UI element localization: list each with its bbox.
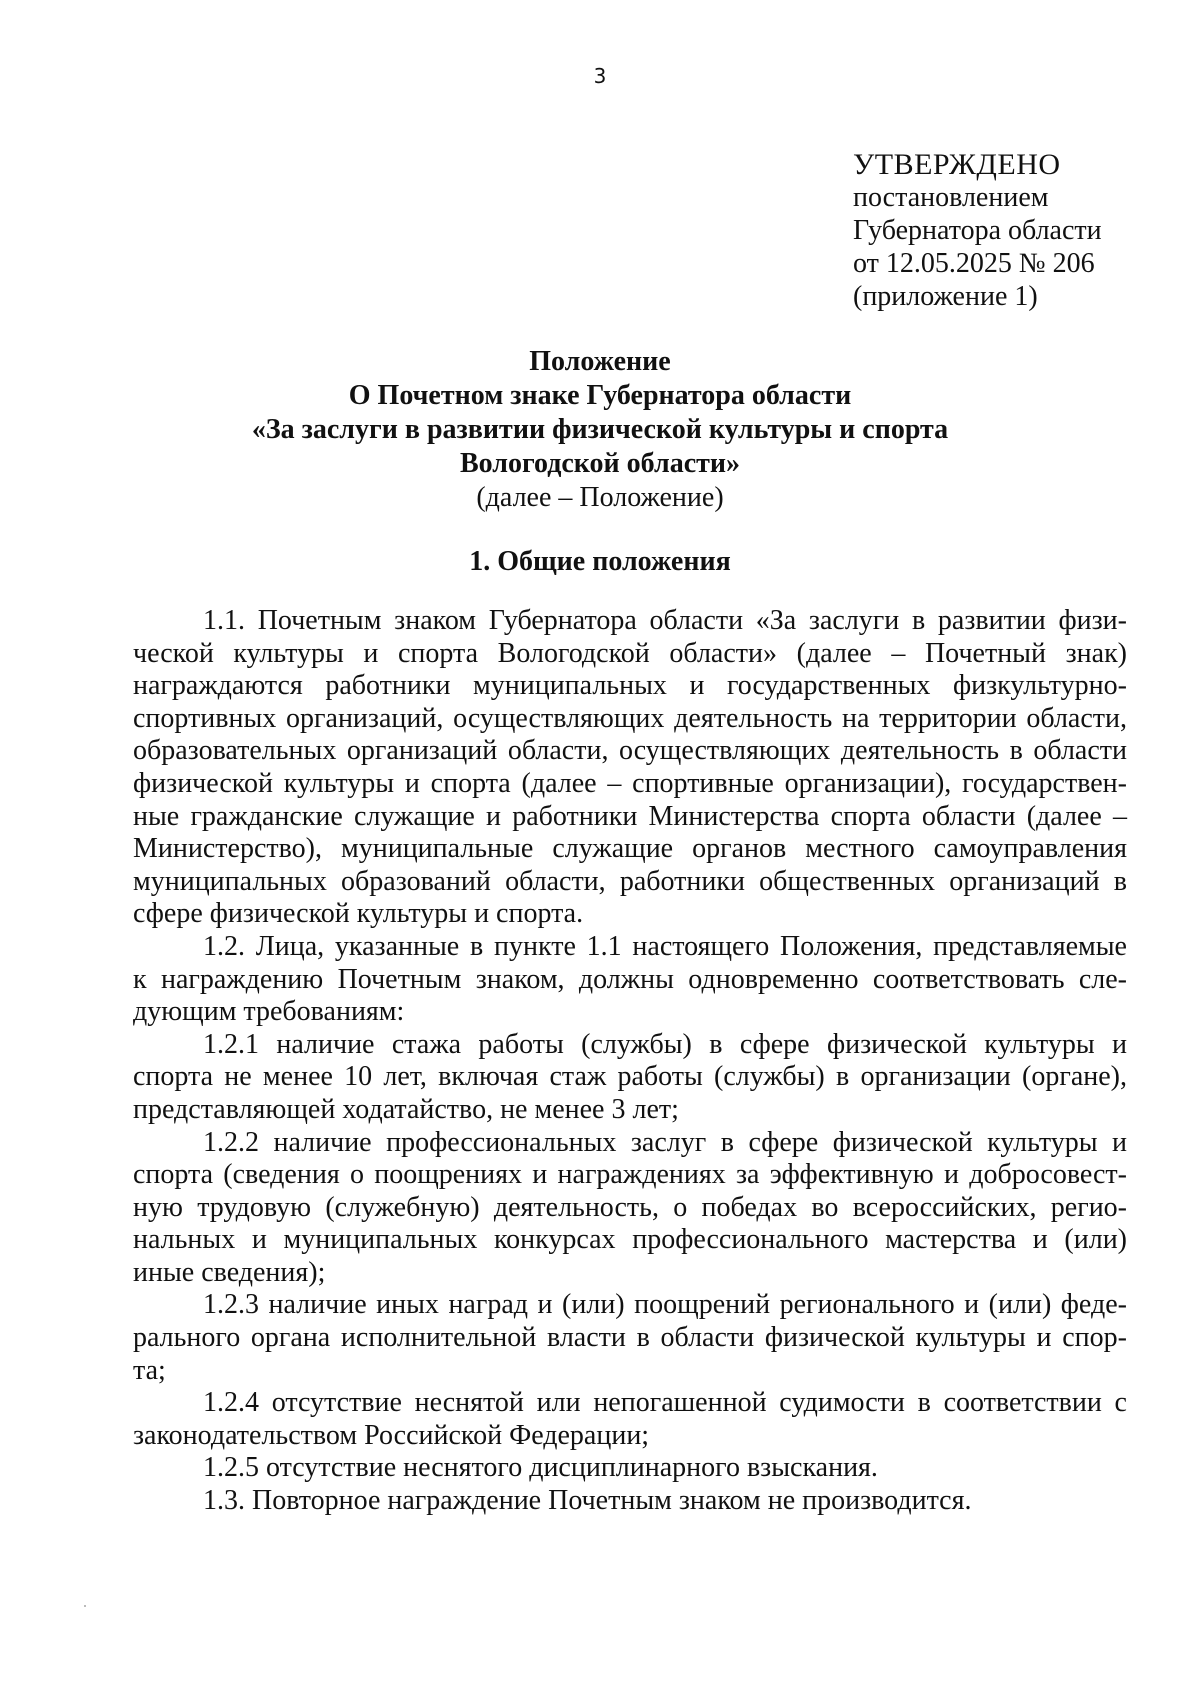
text-line: та; [133,1354,166,1386]
paragraph-1-2-2 [133,1127,1127,1290]
paragraph-1-2-3 [133,1289,1127,1387]
approval-stamp-block [853,148,1102,313]
text-line: иные сведения); [133,1256,326,1288]
paragraph-1-2 [133,931,1127,1029]
text-line: физической культуры и спорта (далее – спортивные организации), государствен- [133,767,1127,799]
title-line-4: Вологодской области» [459,448,741,479]
text-line: законодательством Российской Федерации; [133,1419,650,1451]
section-heading: 1. Общие положения [469,546,731,577]
text-line: 1.3. Повторное награждение Почетным знаком не производится. [203,1485,972,1517]
text-line: представляющей ходатайство, не менее 3 лет; [133,1093,679,1125]
text-line: ческой культуры и спорта Вологодской области» (далее – Почетный знак) [133,637,1127,669]
approval-approved-word: УТВЕРЖДЕНО [853,148,1061,181]
document-title [0,345,1200,515]
page-number: 3 [593,64,607,88]
text-line: 1.1. Почетным знаком Губернатора области «За заслуги в развитии физи- [203,605,1127,636]
text-line: 1.2.2 наличие профессиональных заслуг в сфере физической культуры и [203,1126,1127,1158]
text-line: образовательных организаций области, осуществляющих деятельность в области [133,735,1127,767]
scan-artifact-dot [84,1605,86,1607]
text-line: 1.2.5 отсутствие неснятого дисциплинарного взыскания. [203,1452,878,1484]
paragraph-1-3 [133,1485,1127,1518]
title-line-5: (далее – Положение) [476,482,724,513]
title-line-2: О Почетном знаке Губернатора области [348,380,852,411]
approval-line-3: от 12.05.2025 № 206 [853,248,1095,279]
text-line: ную трудовую (служебную) деятельность, о победах во всероссийских, регио- [133,1191,1127,1223]
text-line: спорта (сведения о поощрениях и награждениях за эффективную и добросовест- [133,1159,1127,1191]
paragraph-1-2-5 [133,1452,1127,1485]
paragraph-1-2-4 [133,1387,1127,1452]
title-line-1: Положение [529,346,671,377]
text-line: к награждению Почетным знаком, должны одновременно соответствовать сле- [133,963,1127,995]
text-line: рального органа исполнительной власти в области физической культуры и спор- [133,1322,1127,1354]
text-line: сфере физической культуры и спорта. [133,898,584,930]
text-line: нальных и муниципальных конкурсах профессионального мастерства и (или) [133,1224,1127,1256]
paragraph-1-1 [133,605,1127,931]
document-body [133,605,1127,1518]
text-line: 1.2.1 наличие стажа работы (службы) в сфере физической культуры и [203,1028,1127,1060]
text-line: 1.2. Лица, указанные в пункте 1.1 настоящего Положения, представляемые [203,930,1127,962]
text-line: ные гражданские служащие и работники Министерства спорта области (далее – [133,800,1127,832]
text-line: Министерство), муниципальные служащие органов местного самоуправления [133,833,1127,865]
text-line: дующим требованиям: [133,996,405,1028]
text-line: спортивных организаций, осуществляющих деятельность на территории области, [133,702,1127,734]
text-line: награждаются работники муниципальных и государственных физкультурно- [133,670,1127,702]
title-line-3: «За заслуги в развитии физической культуры и спорта [251,414,949,445]
text-line: 1.2.4 отсутствие неснятой или непогашенной судимости в соответствии с [203,1387,1127,1419]
text-line: муниципальных образований области, работники общественных организаций в [133,865,1127,897]
approval-line-1: постановлением [853,182,1049,213]
text-line: 1.2.3 наличие иных наград и (или) поощрений регионального и (или) феде- [203,1289,1127,1321]
approval-line-4: (приложение 1) [853,281,1038,312]
text-line: спорта не менее 10 лет, включая стаж работы (службы) в организации (органе), [133,1061,1127,1093]
paragraph-1-2-1 [133,1029,1127,1127]
approval-line-2: Губернатора области [853,215,1102,246]
